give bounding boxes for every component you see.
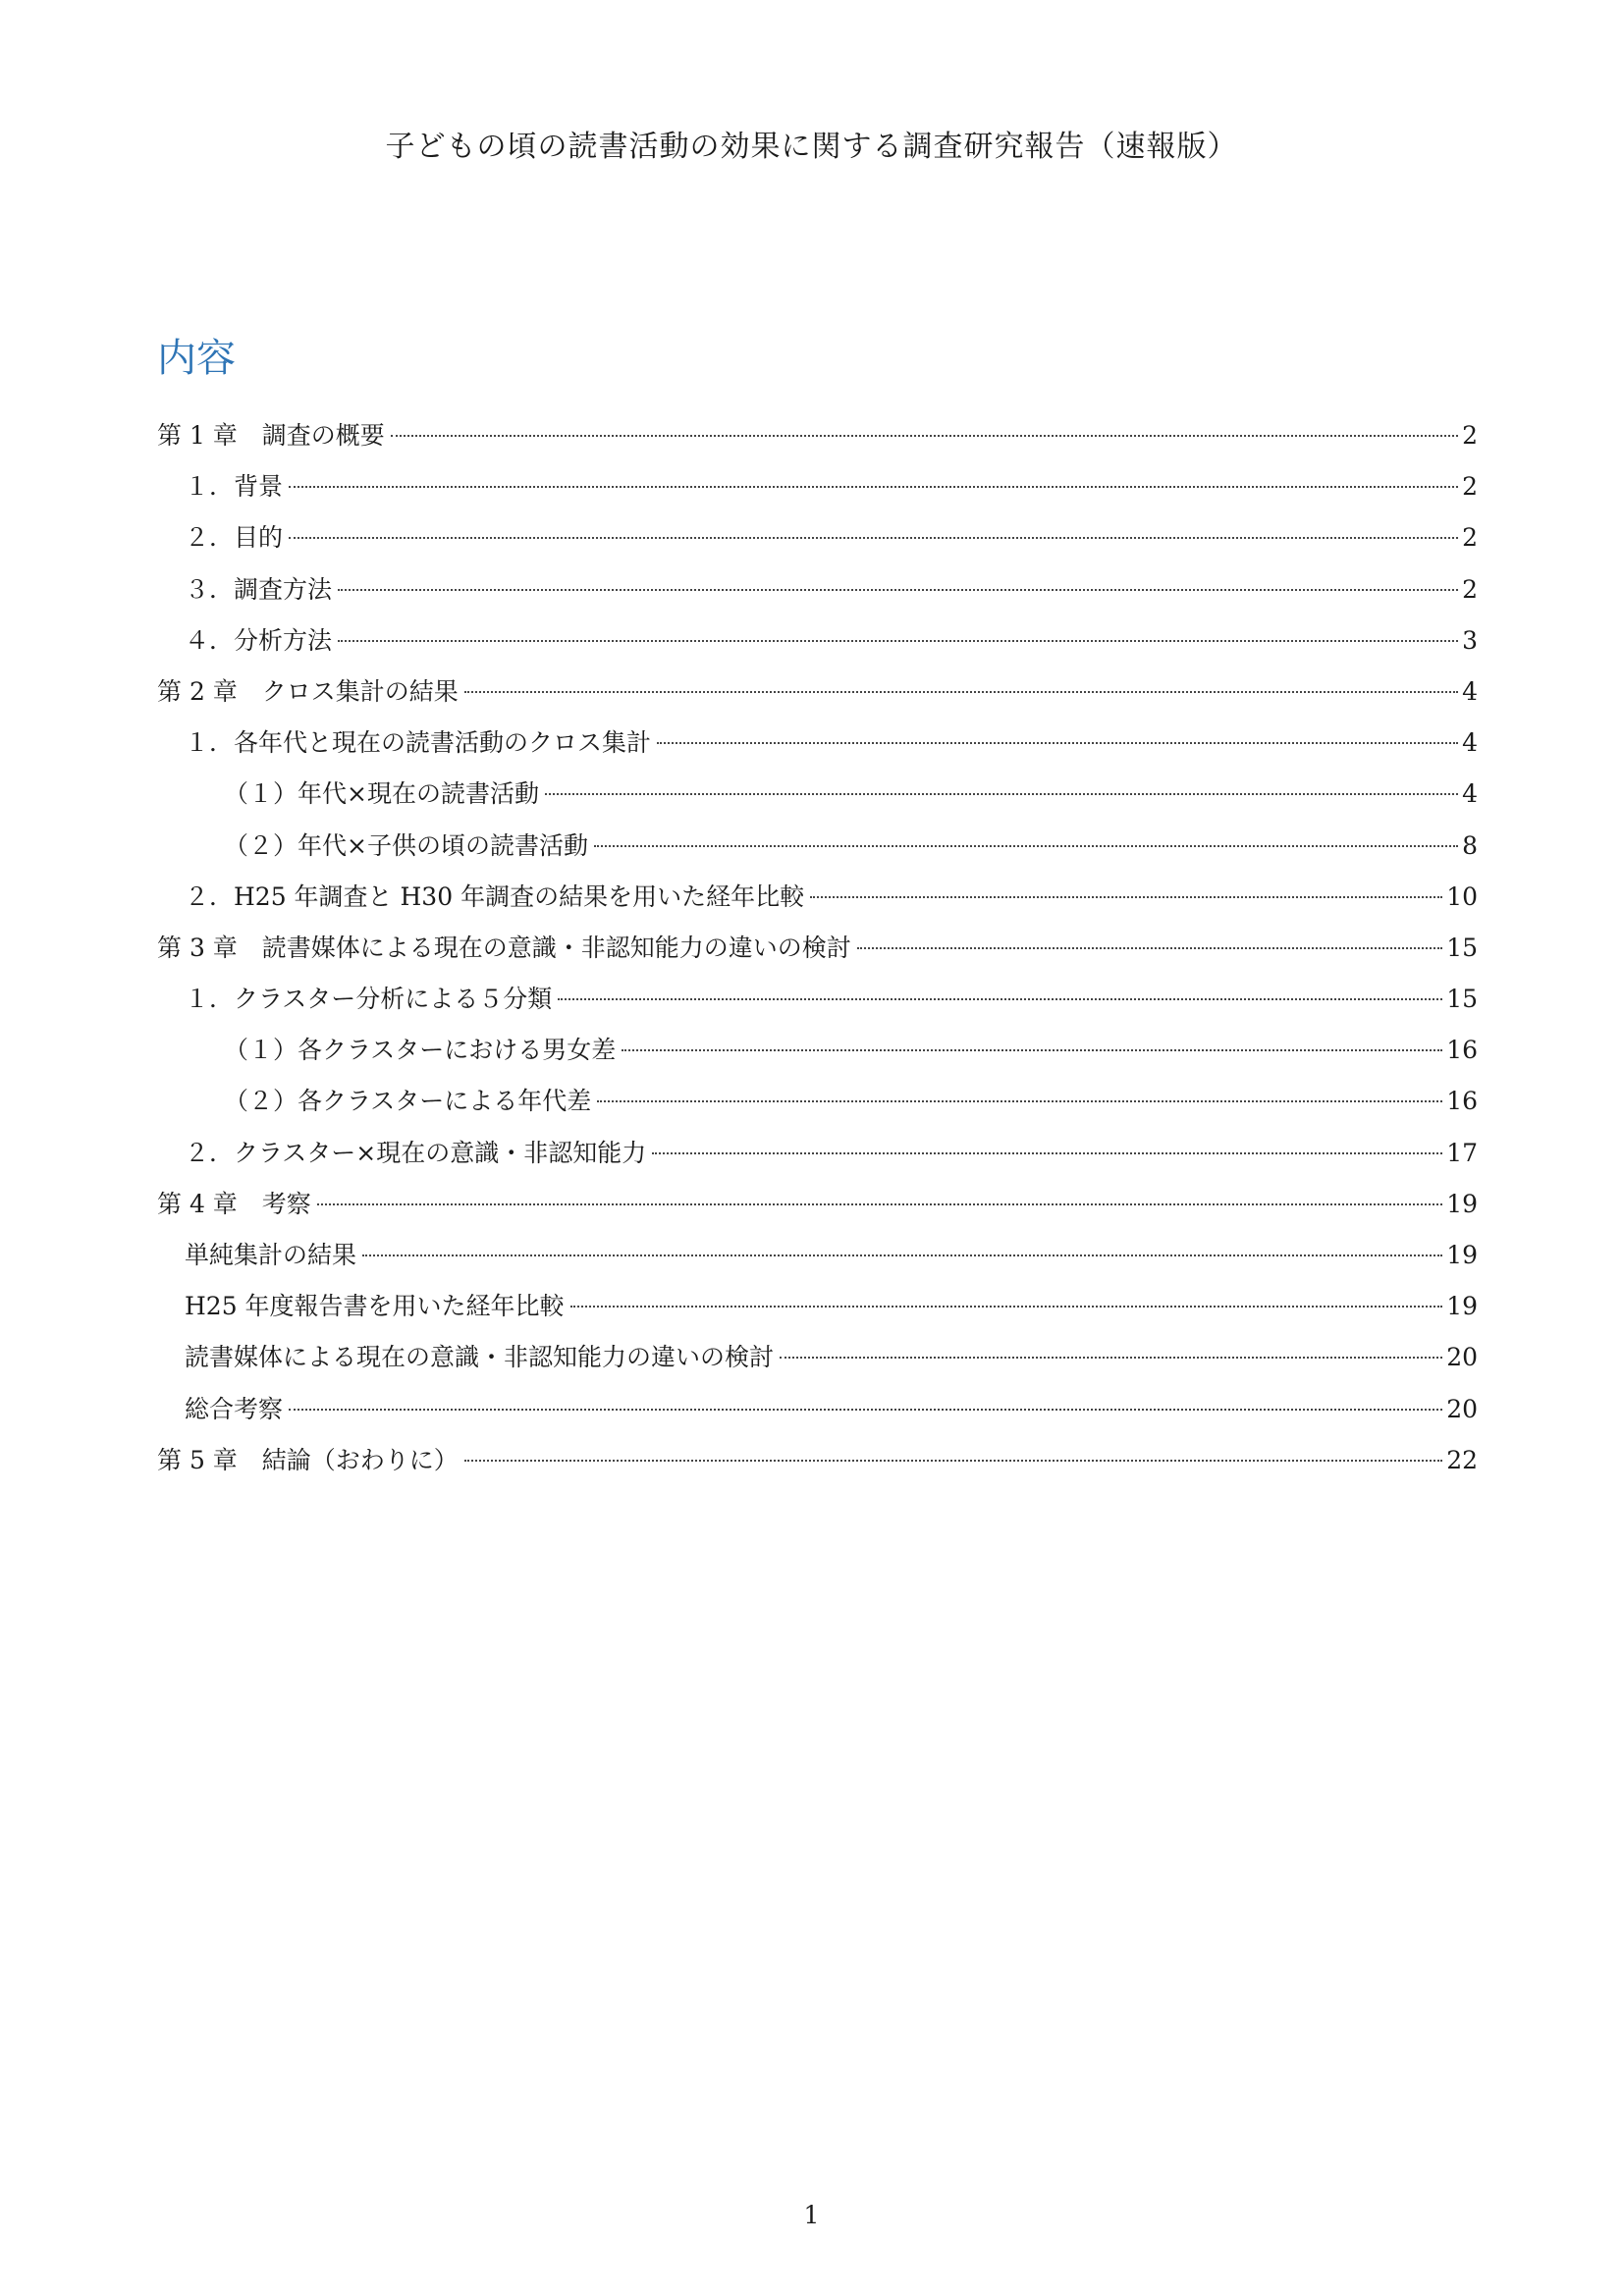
toc-entry-label: 第 2 章 クロス集計の結果 <box>157 676 459 706</box>
toc-entry-page: 2 <box>1462 421 1478 450</box>
toc-entry-age-current-reading[interactable] <box>157 769 1478 820</box>
toc-entry-label: １．クラスター分析による５分類 <box>185 985 553 1014</box>
toc-entry-page: 19 <box>1446 1292 1478 1321</box>
toc-entry-page: 4 <box>1462 779 1478 809</box>
toc-dot-leader <box>780 1357 1442 1359</box>
toc-entry-label: 単純集計の結果 <box>185 1241 357 1269</box>
toc-dot-leader <box>594 845 1458 847</box>
toc-entry-chapter-5[interactable] <box>157 1435 1478 1486</box>
running-header: 子どもの頃の読書活動の効果に関する調査研究報告（速報版） <box>385 130 1238 164</box>
toc-entry-label: ２．H25 年調査と H30 年調査の結果を用いた経年比較 <box>185 881 805 911</box>
toc-entry-label: 読書媒体による現在の意識・非認知能力の違いの検討 <box>185 1343 775 1372</box>
toc-entry-page: 4 <box>1462 676 1478 706</box>
toc-entry-label: 第 5 章 結論（おわりに） <box>157 1445 459 1474</box>
toc-dot-leader <box>558 998 1442 1000</box>
toc-heading: 内容 <box>157 336 236 381</box>
toc-entry-label: ４．分析方法 <box>185 625 333 655</box>
toc-dot-leader <box>289 486 1458 488</box>
toc-entry-cluster-gender[interactable] <box>157 1025 1478 1076</box>
toc-entry-label: ２．クラスター×現在の意識・非認知能力 <box>185 1138 647 1167</box>
toc-entry-page: 15 <box>1446 933 1478 962</box>
toc-entry-h25-h30-comparison[interactable] <box>157 872 1478 923</box>
toc-dot-leader <box>317 1203 1442 1205</box>
toc-entry-chapter-1[interactable] <box>157 410 1478 461</box>
toc-entry-general-consideration[interactable] <box>157 1384 1478 1435</box>
toc-entry-age-childhood-reading[interactable] <box>157 821 1478 872</box>
toc-dot-leader <box>338 640 1458 642</box>
toc-entry-cluster-noncognitive[interactable] <box>157 1128 1478 1179</box>
toc-entry-label: （２）各クラスターによる年代差 <box>224 1087 592 1116</box>
toc-entry-label: （２）年代×子供の頃の読書活動 <box>224 830 588 860</box>
page-number: 1 <box>803 2201 820 2229</box>
toc-entry-page: 16 <box>1446 1036 1478 1065</box>
toc-entry-page: 20 <box>1446 1394 1478 1423</box>
table-of-contents <box>157 410 1478 1486</box>
toc-dot-leader <box>810 896 1442 898</box>
toc-dot-leader <box>652 1152 1442 1154</box>
toc-entry-purpose[interactable] <box>157 512 1478 563</box>
toc-dot-leader <box>464 691 1458 693</box>
toc-entry-media-consideration[interactable] <box>157 1332 1478 1383</box>
toc-dot-leader <box>289 537 1458 539</box>
toc-entry-page: 3 <box>1462 625 1478 655</box>
toc-entry-chapter-2[interactable] <box>157 667 1478 718</box>
toc-entry-survey-method[interactable] <box>157 564 1478 615</box>
toc-entry-page: 8 <box>1462 830 1478 860</box>
toc-entry-page: 17 <box>1446 1138 1478 1167</box>
toc-entry-page: 2 <box>1462 523 1478 553</box>
toc-entry-label: H25 年度報告書を用いた経年比較 <box>185 1292 565 1321</box>
toc-entry-page: 2 <box>1462 472 1478 502</box>
toc-entry-label: 第 3 章 読書媒体による現在の意識・非認知能力の違いの検討 <box>157 933 851 962</box>
toc-entry-cluster-analysis[interactable] <box>157 974 1478 1025</box>
toc-entry-simple-tabulation[interactable] <box>157 1230 1478 1281</box>
toc-dot-leader <box>289 1409 1442 1411</box>
toc-entry-page: 16 <box>1446 1087 1478 1116</box>
toc-entry-page: 22 <box>1446 1445 1478 1474</box>
toc-entry-page: 19 <box>1446 1189 1478 1218</box>
toc-dot-leader <box>857 947 1442 949</box>
toc-entry-label: ２．目的 <box>185 523 284 553</box>
toc-entry-label: 総合考察 <box>185 1394 284 1423</box>
toc-dot-leader <box>391 435 1458 437</box>
toc-dot-leader <box>622 1049 1442 1051</box>
toc-dot-leader <box>338 589 1458 591</box>
toc-entry-label: （１）年代×現在の読書活動 <box>224 779 539 809</box>
toc-entry-analysis-method[interactable] <box>157 615 1478 667</box>
toc-entry-page: 10 <box>1446 881 1478 911</box>
toc-dot-leader <box>597 1100 1442 1102</box>
toc-dot-leader <box>362 1255 1442 1256</box>
toc-entry-page: 4 <box>1462 728 1478 758</box>
toc-entry-cluster-age[interactable] <box>157 1076 1478 1127</box>
toc-entry-background[interactable] <box>157 461 1478 512</box>
toc-entry-page: 2 <box>1462 574 1478 604</box>
toc-entry-label: 第 1 章 調査の概要 <box>157 421 385 450</box>
toc-dot-leader <box>570 1306 1443 1308</box>
toc-entry-label: １．各年代と現在の読書活動のクロス集計 <box>185 728 652 758</box>
toc-entry-label: ３．調査方法 <box>185 574 333 604</box>
toc-entry-age-cross-tab[interactable] <box>157 718 1478 769</box>
toc-entry-chapter-4[interactable] <box>157 1179 1478 1230</box>
toc-dot-leader <box>545 793 1458 795</box>
toc-entry-label: １．背景 <box>185 472 284 502</box>
toc-entry-page: 20 <box>1446 1343 1478 1372</box>
toc-entry-page: 15 <box>1446 985 1478 1014</box>
toc-entry-page: 19 <box>1446 1241 1478 1269</box>
toc-dot-leader <box>657 742 1458 744</box>
toc-entry-label: （１）各クラスターにおける男女差 <box>224 1036 617 1065</box>
toc-entry-label: 第 4 章 考察 <box>157 1189 311 1218</box>
toc-entry-h25-report-comparison[interactable] <box>157 1281 1478 1332</box>
toc-entry-chapter-3[interactable] <box>157 923 1478 974</box>
toc-dot-leader <box>464 1460 1442 1462</box>
